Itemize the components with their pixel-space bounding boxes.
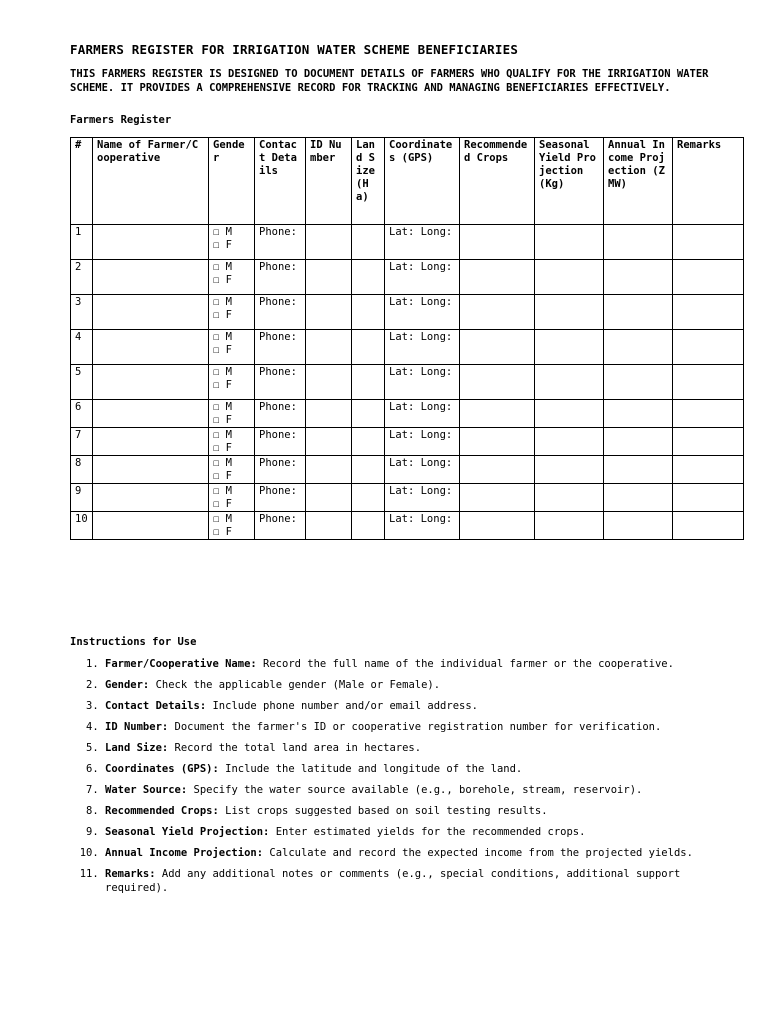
coordinates-cell[interactable]: Lat: Long: — [385, 365, 460, 400]
annual-income-cell[interactable] — [604, 260, 673, 295]
id-number-cell[interactable] — [306, 225, 352, 260]
remarks-cell[interactable] — [673, 428, 744, 456]
header-gender: Gender — [209, 138, 255, 225]
gender-cell — [209, 365, 255, 400]
recommended-crops-cell[interactable] — [460, 260, 535, 295]
gender-cell — [209, 225, 255, 260]
recommended-crops-cell[interactable] — [460, 295, 535, 330]
contact-cell[interactable]: Phone: — [255, 295, 306, 330]
remarks-cell[interactable] — [673, 512, 744, 540]
id-number-cell[interactable] — [306, 330, 352, 365]
coordinates-cell[interactable]: Lat: Long: — [385, 295, 460, 330]
annual-income-cell[interactable] — [604, 365, 673, 400]
coordinates-cell[interactable]: Lat: Long: — [385, 512, 460, 540]
farmer-name-cell[interactable] — [93, 484, 209, 512]
coordinates-cell[interactable]: Lat: Long: — [385, 225, 460, 260]
contact-cell[interactable]: Phone: — [255, 330, 306, 365]
gender-cell — [209, 456, 255, 484]
instruction-term: Contact Details: — [105, 700, 207, 712]
gender-female-checkbox[interactable]: ☐ F — [213, 309, 232, 321]
seasonal-yield-cell[interactable] — [535, 330, 604, 365]
farmers-register-table — [70, 137, 744, 540]
gender-cell — [209, 295, 255, 330]
table-row — [71, 225, 744, 260]
contact-cell[interactable]: Phone: — [255, 365, 306, 400]
instruction-text: Record the full name of the individual farmer or the cooperative. — [256, 658, 674, 670]
farmer-name-cell[interactable] — [93, 428, 209, 456]
gender-female-checkbox[interactable]: ☐ F — [213, 498, 232, 510]
table-row — [71, 260, 744, 295]
instruction-text: Record the total land area in hectares. — [168, 742, 422, 754]
instruction-text: Include the latitude and longitude of the land. — [218, 763, 523, 775]
instruction-term: Seasonal Yield Projection: — [105, 826, 270, 838]
land-size-cell[interactable] — [352, 400, 385, 428]
recommended-crops-cell[interactable] — [460, 484, 535, 512]
gender-male-checkbox[interactable]: ☐ M — [213, 401, 232, 413]
annual-income-cell[interactable] — [604, 428, 673, 456]
seasonal-yield-cell[interactable] — [535, 512, 604, 540]
gender-cell — [209, 260, 255, 295]
row-number-cell: 4 — [71, 330, 93, 365]
table-row — [71, 400, 744, 428]
annual-income-cell[interactable] — [604, 400, 673, 428]
id-number-cell[interactable] — [306, 295, 352, 330]
gender-cell — [209, 484, 255, 512]
instruction-item — [105, 783, 710, 797]
id-number-cell[interactable] — [306, 260, 352, 295]
annual-income-cell[interactable] — [604, 484, 673, 512]
row-number-cell: 1 — [71, 225, 93, 260]
coordinates-cell[interactable]: Lat: Long: — [385, 260, 460, 295]
coordinates-cell[interactable]: Lat: Long: — [385, 400, 460, 428]
remarks-cell[interactable] — [673, 260, 744, 295]
instruction-term: Recommended Crops: — [105, 805, 219, 817]
land-size-cell[interactable] — [352, 456, 385, 484]
row-number-cell: 8 — [71, 456, 93, 484]
recommended-crops-cell[interactable] — [460, 512, 535, 540]
instruction-term: Gender: — [105, 679, 150, 691]
farmer-name-cell[interactable] — [93, 295, 209, 330]
land-size-cell[interactable] — [352, 428, 385, 456]
remarks-cell[interactable] — [673, 456, 744, 484]
gender-female-checkbox[interactable]: ☐ F — [213, 442, 232, 454]
header-id-number: ID Number — [306, 138, 352, 225]
instruction-text: List crops suggested based on soil testing results. — [218, 805, 548, 817]
row-number-cell: 10 — [71, 512, 93, 540]
header-name: Name of Farmer/Cooperative — [93, 138, 209, 225]
remarks-cell[interactable] — [673, 225, 744, 260]
contact-cell[interactable]: Phone: — [255, 456, 306, 484]
gender-male-checkbox[interactable]: ☐ M — [213, 261, 232, 273]
contact-cell[interactable]: Phone: — [255, 260, 306, 295]
seasonal-yield-cell[interactable] — [535, 484, 604, 512]
gender-male-checkbox[interactable]: ☐ M — [213, 296, 232, 308]
annual-income-cell[interactable] — [604, 225, 673, 260]
recommended-crops-cell[interactable] — [460, 330, 535, 365]
id-number-cell[interactable] — [306, 400, 352, 428]
gender-cell — [209, 330, 255, 365]
land-size-cell[interactable] — [352, 484, 385, 512]
seasonal-yield-cell[interactable] — [535, 295, 604, 330]
coordinates-cell[interactable]: Lat: Long: — [385, 428, 460, 456]
header-recommended-crops: Recommended Crops — [460, 138, 535, 225]
instruction-text: Include phone number and/or email address. — [206, 700, 478, 712]
seasonal-yield-cell[interactable] — [535, 365, 604, 400]
gender-male-checkbox[interactable]: ☐ M — [213, 457, 232, 469]
instruction-item — [105, 699, 710, 713]
gender-female-checkbox[interactable]: ☐ F — [213, 274, 232, 286]
id-number-cell[interactable] — [306, 484, 352, 512]
remarks-cell[interactable] — [673, 400, 744, 428]
header-contact: Contact Details — [255, 138, 306, 225]
instructions-list — [70, 657, 710, 902]
instruction-item — [105, 846, 710, 860]
farmer-name-cell[interactable] — [93, 456, 209, 484]
table-row — [71, 428, 744, 456]
instruction-term: Remarks: — [105, 868, 156, 880]
seasonal-yield-cell[interactable] — [535, 400, 604, 428]
gender-male-checkbox[interactable]: ☐ M — [213, 513, 232, 525]
instruction-term: Annual Income Projection: — [105, 847, 264, 859]
row-number-cell: 6 — [71, 400, 93, 428]
gender-female-checkbox[interactable]: ☐ F — [213, 344, 232, 356]
row-number-cell: 7 — [71, 428, 93, 456]
table-row — [71, 456, 744, 484]
instruction-item — [105, 720, 710, 734]
header-coordinates: Coordinates (GPS) — [385, 138, 460, 225]
remarks-cell[interactable] — [673, 295, 744, 330]
gender-female-checkbox[interactable]: ☐ F — [213, 414, 232, 426]
gender-male-checkbox[interactable]: ☐ M — [213, 226, 232, 238]
instruction-text: Calculate and record the expected income from the projected yields. — [263, 847, 693, 859]
header-remarks: Remarks — [673, 138, 744, 225]
instruction-item — [105, 741, 710, 755]
annual-income-cell[interactable] — [604, 295, 673, 330]
gender-female-checkbox[interactable]: ☐ F — [213, 470, 232, 482]
document-title: FARMERS REGISTER FOR IRRIGATION WATER SCHEME BENEFICIARIES — [70, 42, 519, 57]
instruction-item — [105, 804, 710, 818]
gender-cell — [209, 400, 255, 428]
contact-cell[interactable]: Phone: — [255, 428, 306, 456]
instruction-term: Farmer/Cooperative Name: — [105, 658, 257, 670]
table-row — [71, 295, 744, 330]
recommended-crops-cell[interactable] — [460, 456, 535, 484]
gender-male-checkbox[interactable]: ☐ M — [213, 366, 232, 378]
farmer-name-cell[interactable] — [93, 365, 209, 400]
seasonal-yield-cell[interactable] — [535, 456, 604, 484]
id-number-cell[interactable] — [306, 428, 352, 456]
table-row — [71, 330, 744, 365]
recommended-crops-cell[interactable] — [460, 400, 535, 428]
table-row — [71, 365, 744, 400]
farmer-name-cell[interactable] — [93, 400, 209, 428]
land-size-cell[interactable] — [352, 225, 385, 260]
instruction-item — [105, 867, 710, 895]
seasonal-yield-cell[interactable] — [535, 225, 604, 260]
table-row — [71, 512, 744, 540]
remarks-cell[interactable] — [673, 330, 744, 365]
remarks-cell[interactable] — [673, 484, 744, 512]
instructions-heading: Instructions for Use — [70, 636, 197, 648]
instruction-term: ID Number: — [105, 721, 169, 733]
instruction-item — [105, 825, 710, 839]
gender-male-checkbox[interactable]: ☐ M — [213, 485, 232, 497]
land-size-cell[interactable] — [352, 330, 385, 365]
instruction-text: Add any additional notes or comments (e.g., special conditions, additional support required). — [105, 868, 681, 894]
contact-cell[interactable]: Phone: — [255, 400, 306, 428]
register-body — [71, 225, 744, 540]
seasonal-yield-cell[interactable] — [535, 260, 604, 295]
coordinates-cell[interactable]: Lat: Long: — [385, 456, 460, 484]
land-size-cell[interactable] — [352, 295, 385, 330]
instruction-item — [105, 762, 710, 776]
header-land-size: Land Size (Ha) — [352, 138, 385, 225]
intro-paragraph: THIS FARMERS REGISTER IS DESIGNED TO DOCUMENT DETAILS OF FARMERS WHO QUALIFY FOR THE IRRIGATION WATER SCHEME. IT PROVIDES A COMPREHENSIVE RECORD FOR TRACKING AND MANAGING BENEFICIARIES EFFECTIVELY. — [70, 68, 709, 94]
annual-income-cell[interactable] — [604, 512, 673, 540]
annual-income-cell[interactable] — [604, 456, 673, 484]
coordinates-cell[interactable]: Lat: Long: — [385, 484, 460, 512]
table-header-row — [71, 138, 744, 225]
gender-female-checkbox[interactable]: ☐ F — [213, 239, 232, 251]
land-size-cell[interactable] — [352, 512, 385, 540]
gender-male-checkbox[interactable]: ☐ M — [213, 429, 232, 441]
instruction-item — [105, 657, 710, 671]
gender-cell — [209, 428, 255, 456]
gender-male-checkbox[interactable]: ☐ M — [213, 331, 232, 343]
contact-cell[interactable]: Phone: — [255, 484, 306, 512]
gender-female-checkbox[interactable]: ☐ F — [213, 526, 232, 538]
annual-income-cell[interactable] — [604, 330, 673, 365]
recommended-crops-cell[interactable] — [460, 365, 535, 400]
gender-cell — [209, 512, 255, 540]
register-heading: Farmers Register — [70, 114, 172, 126]
land-size-cell[interactable] — [352, 260, 385, 295]
contact-cell[interactable]: Phone: — [255, 512, 306, 540]
id-number-cell[interactable] — [306, 456, 352, 484]
row-number-cell: 2 — [71, 260, 93, 295]
recommended-crops-cell[interactable] — [460, 428, 535, 456]
instruction-text: Document the farmer's ID or cooperative registration number for verification. — [168, 721, 662, 733]
table-row — [71, 484, 744, 512]
id-number-cell[interactable] — [306, 365, 352, 400]
farmer-name-cell[interactable] — [93, 330, 209, 365]
instruction-item — [105, 678, 710, 692]
farmer-name-cell[interactable] — [93, 225, 209, 260]
row-number-cell: 5 — [71, 365, 93, 400]
farmer-name-cell[interactable] — [93, 260, 209, 295]
gender-female-checkbox[interactable]: ☐ F — [213, 379, 232, 391]
seasonal-yield-cell[interactable] — [535, 428, 604, 456]
farmer-name-cell[interactable] — [93, 512, 209, 540]
instruction-term: Water Source: — [105, 784, 188, 796]
coordinates-cell[interactable]: Lat: Long: — [385, 330, 460, 365]
row-number-cell: 9 — [71, 484, 93, 512]
instruction-term: Coordinates (GPS): — [105, 763, 219, 775]
id-number-cell[interactable] — [306, 512, 352, 540]
header-number: # — [71, 138, 93, 225]
remarks-cell[interactable] — [673, 365, 744, 400]
instruction-term: Land Size: — [105, 742, 169, 754]
row-number-cell: 3 — [71, 295, 93, 330]
land-size-cell[interactable] — [352, 365, 385, 400]
instruction-text: Enter estimated yields for the recommended crops. — [269, 826, 586, 838]
contact-cell[interactable]: Phone: — [255, 225, 306, 260]
instruction-text: Check the applicable gender (Male or Female). — [149, 679, 441, 691]
recommended-crops-cell[interactable] — [460, 225, 535, 260]
header-seasonal-yield: Seasonal Yield Projection (Kg) — [535, 138, 604, 225]
header-annual-income: Annual Income Projection (ZMW) — [604, 138, 673, 225]
instruction-text: Specify the water source available (e.g., borehole, stream, reservoir). — [187, 784, 643, 796]
